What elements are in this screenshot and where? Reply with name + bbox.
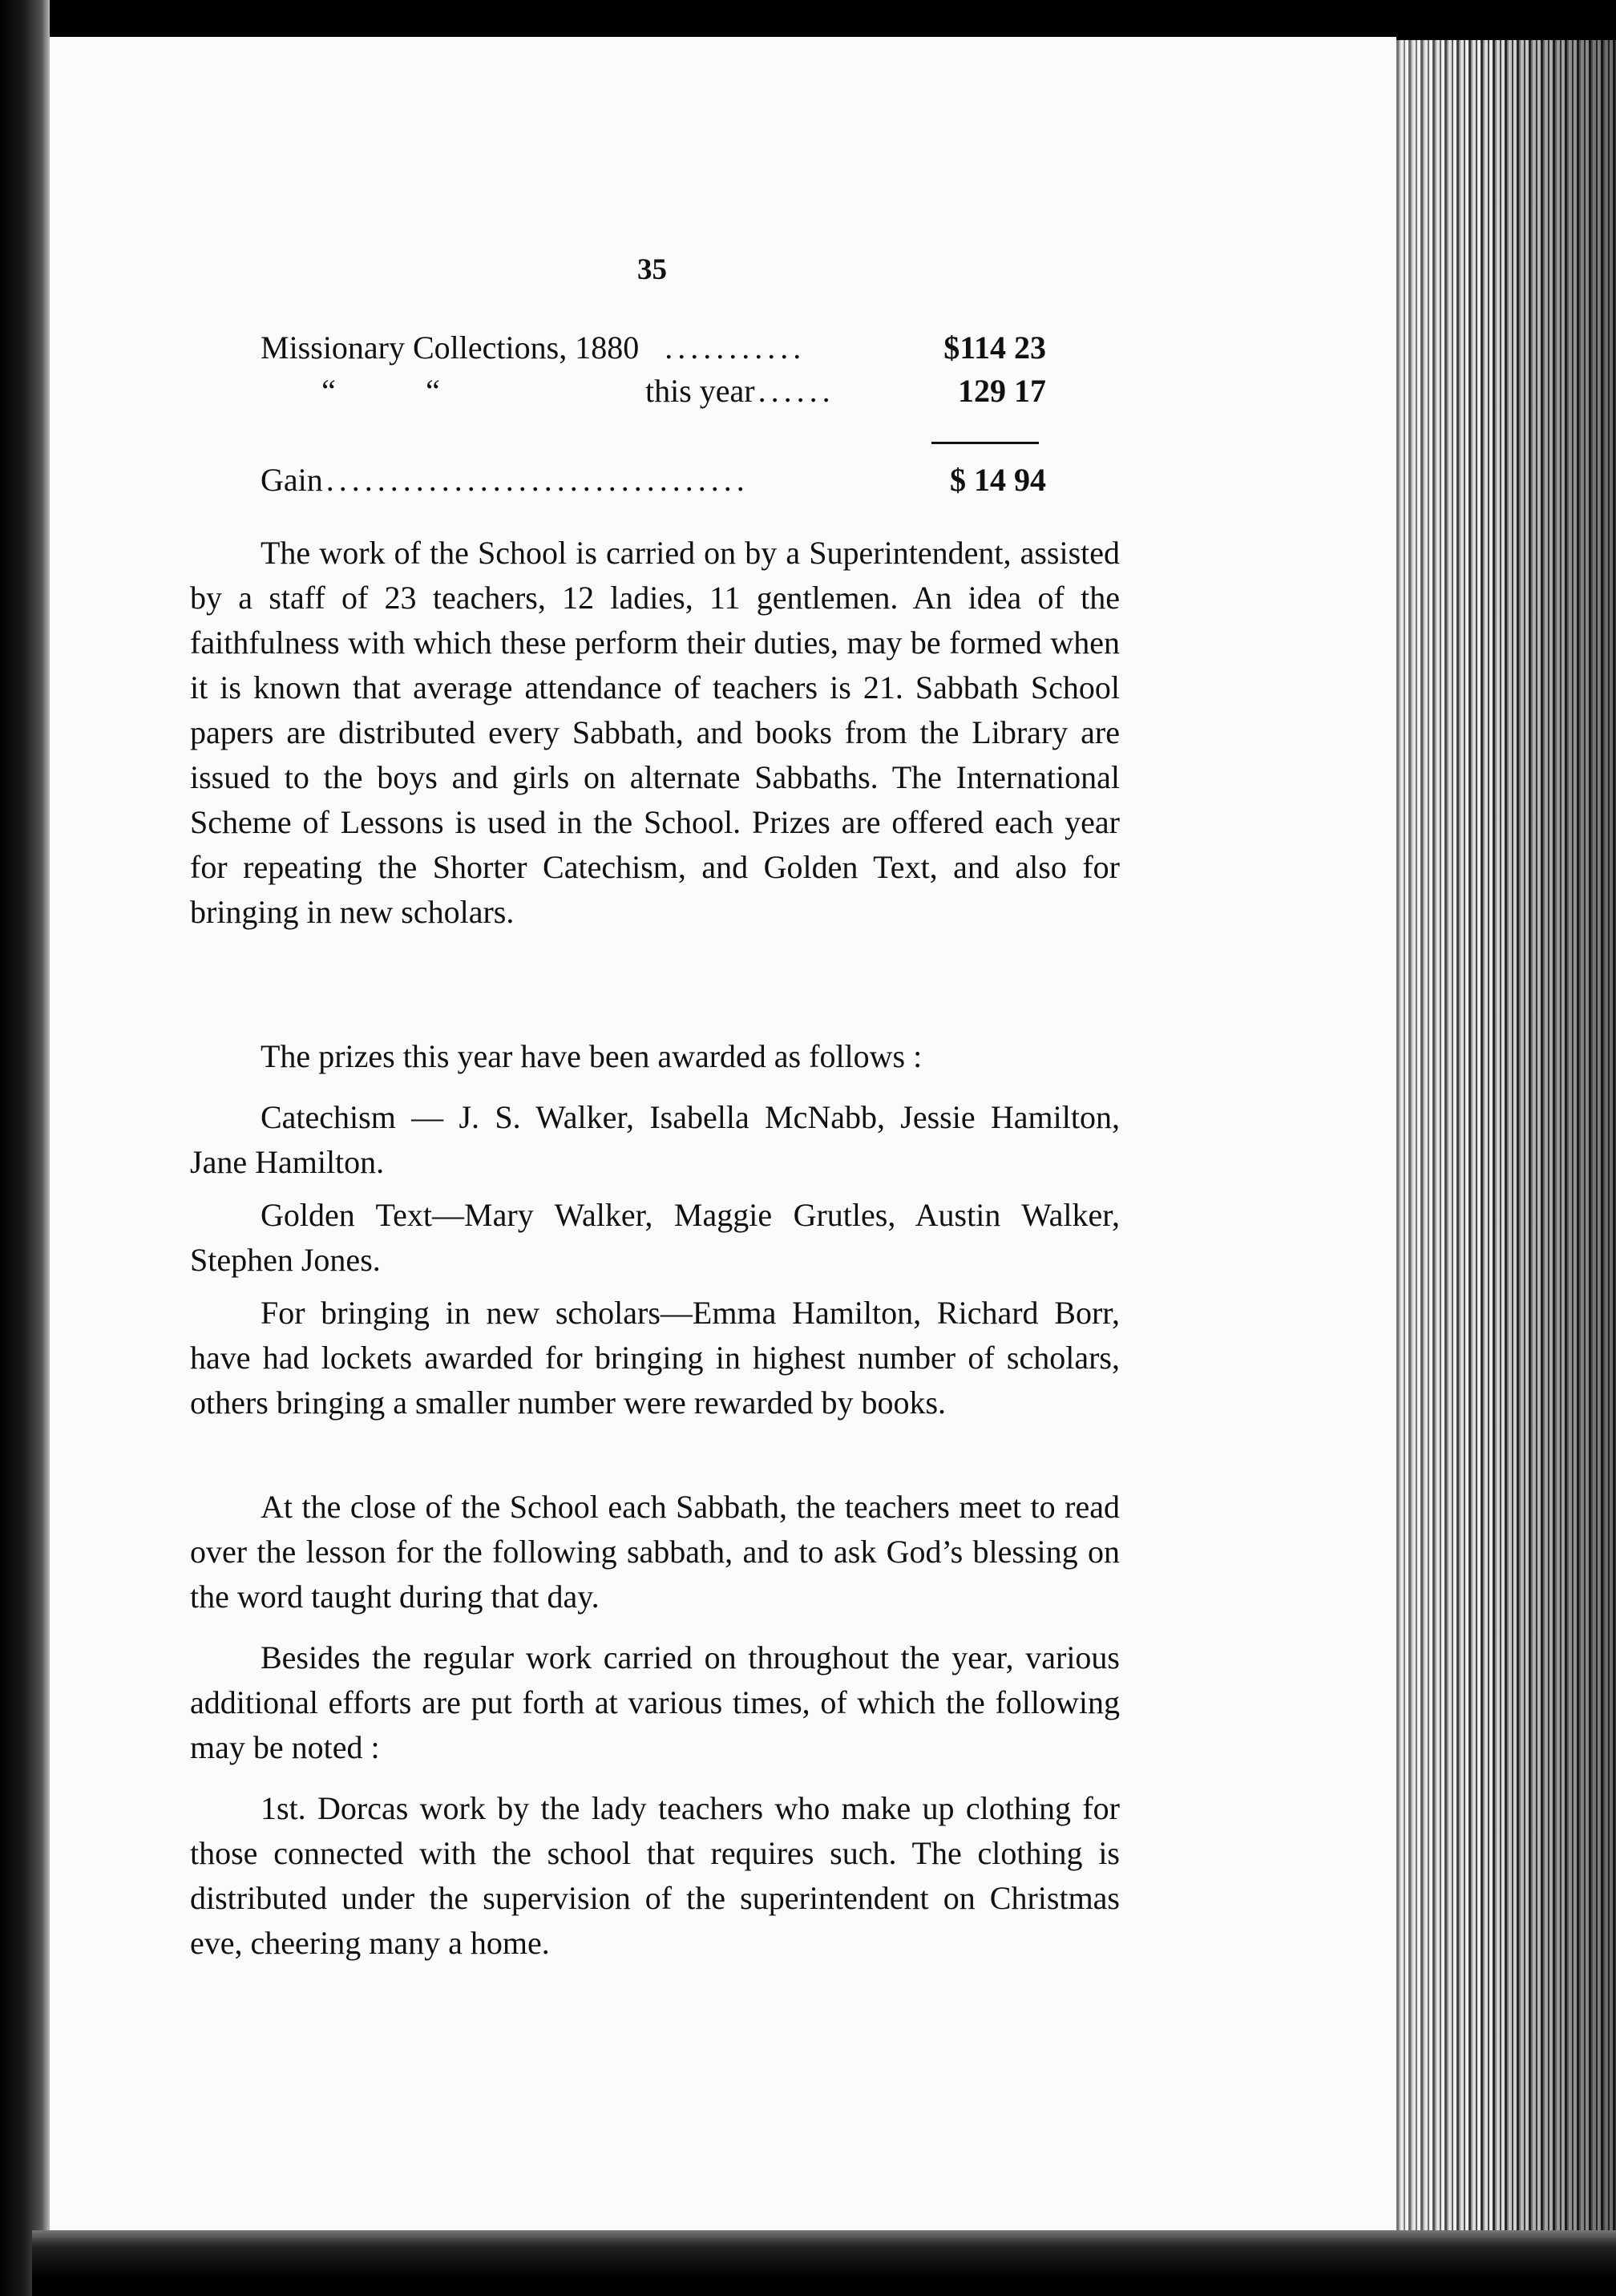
paragraph-new-scholars-prizes: For bringing in new scholars—Emma Hamilton, Richard Borr, have had lockets awarded for bringing in highest number of scholars, others bringing a smaller number were rewarded by books.	[190, 1295, 1120, 1421]
ledger-amount: $ 14 94	[950, 462, 1046, 498]
page-number: 35	[637, 253, 667, 286]
ditto-mark: “	[426, 373, 440, 409]
paragraph-golden-text-prizes: Golden Text—Mary Walker, Maggie Grutles, Austin Walker, Stephen Jones.	[190, 1197, 1120, 1278]
leader-dots: .................................	[325, 462, 749, 498]
ledger-label: this year	[645, 373, 755, 409]
sum-rule	[931, 442, 1039, 444]
paragraph-catechism-prizes: Catechism — J. S. Walker, Isabella McNabb, Jessie Hamilton, Jane Hamilton.	[190, 1099, 1120, 1180]
paragraph-additional-efforts: Besides the regular work carried on throughout the year, various additional efforts are put forth at various times, of which the following may be noted :	[190, 1639, 1120, 1765]
ledger-amount: 129 17	[958, 373, 1046, 409]
ditto-marks	[261, 372, 501, 410]
ledger-amount: $114 23	[943, 329, 1046, 366]
paragraph-school-work: The work of the School is carried on by a Superintendent, assisted by a staff of 23 teachers, 12 ladies, 11 gentlemen. An idea of the faithfulness with which these perform their duties, may be formed when it is known that average attendance of teachers is 21. Sabbath School papers are distributed every Sabbath, and books from the Library are issued to the boys and girls on alternate Sabbaths. The International Scheme of Lessons is used in the School. Prizes are offered each year for repeating the Shorter Catechism, and Golden Text, and also for bringing in new scholars.	[190, 535, 1120, 930]
ditto-mark: “	[321, 373, 336, 409]
book-binding-left	[0, 0, 50, 2296]
paragraph-teachers-meeting: At the close of the School each Sabbath, the teachers meet to read over the lesson for the following sabbath, and to ask God’s blessing on the word taught during that day.	[190, 1489, 1120, 1615]
ledger-label: Gain	[261, 462, 323, 498]
leader-dots: ...........	[665, 329, 806, 366]
page-edges-shadow	[1396, 40, 1616, 2269]
ledger-row-gain	[261, 461, 1046, 499]
ledger-label: Missionary Collections, 1880	[261, 329, 640, 366]
leader-dots: ......	[758, 373, 835, 409]
ledger-row-this-year	[261, 372, 1046, 410]
paragraph-dorcas-work: 1st. Dorcas work by the lady teachers who make up clothing for those connected with the school that requires such. The clothing is distributed under the supervision of the superintendent on Christmas eve, cheering many a home.	[190, 1790, 1120, 1961]
scan-bottom-border	[32, 2230, 1616, 2296]
ledger-row-1880	[261, 329, 1046, 366]
scan-top-border	[0, 0, 1616, 37]
paragraph-prizes-intro: The prizes this year have been awarded as follows :	[261, 1038, 923, 1074]
